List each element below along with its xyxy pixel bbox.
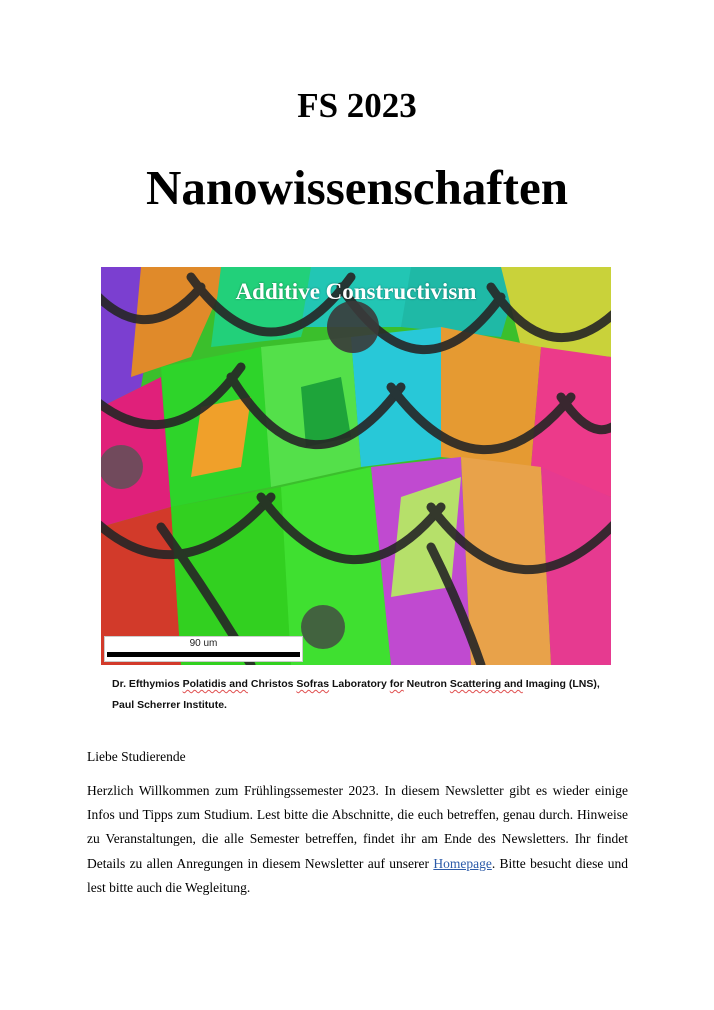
microstructure-artwork	[101, 267, 611, 665]
caption-text: Neutron	[403, 678, 450, 690]
image-caption	[112, 674, 672, 716]
image-overlay-title: Additive Constructivism	[235, 279, 477, 304]
caption-text: Dr. Efthymios	[112, 678, 183, 690]
scale-bar	[104, 636, 303, 662]
caption-line-2: Paul Scherrer Institute.	[112, 699, 227, 711]
caption-text-scattering: Scattering and	[449, 678, 523, 690]
homepage-link[interactable]: Homepage	[433, 855, 492, 871]
intro-paragraph	[87, 779, 628, 900]
scale-bar-label: 90 um	[189, 638, 218, 649]
caption-text: Christos	[247, 678, 297, 690]
caption-line-1	[112, 674, 672, 695]
paragraph-text: Herzlich Willkommen zum Frühlingssemester 2023. In diesem Newsletter gibt es wieder einige Infos und Tipps zum Studium. Lest bitte die Abschnitte, die euch betreffen, genau durch. Hinweise zu Veranstaltungen, die alle Semester betreffen, findet ihr am Ende des Newsletters. Ihr findet Details zu allen Anregungen in diesem Newsletter auf unserer	[87, 783, 628, 871]
caption-text: Imaging (LNS),	[522, 678, 600, 690]
caption-text: Laboratory	[329, 678, 390, 690]
page-title: Nanowissenschaften	[146, 160, 568, 215]
semester-heading: FS 2023	[297, 86, 417, 125]
greeting: Liebe Studierende	[87, 749, 186, 764]
caption-text-for: for	[389, 678, 404, 690]
paragraph-text-end: . Bitte besucht diese und lest bitte auch die Wegleitung.	[87, 855, 628, 895]
scale-bar-line	[107, 652, 300, 657]
caption-name-sofras: Sofras	[296, 678, 330, 690]
caption-name-polatidis: Polatidis and	[182, 678, 248, 690]
cover-image	[101, 267, 611, 665]
